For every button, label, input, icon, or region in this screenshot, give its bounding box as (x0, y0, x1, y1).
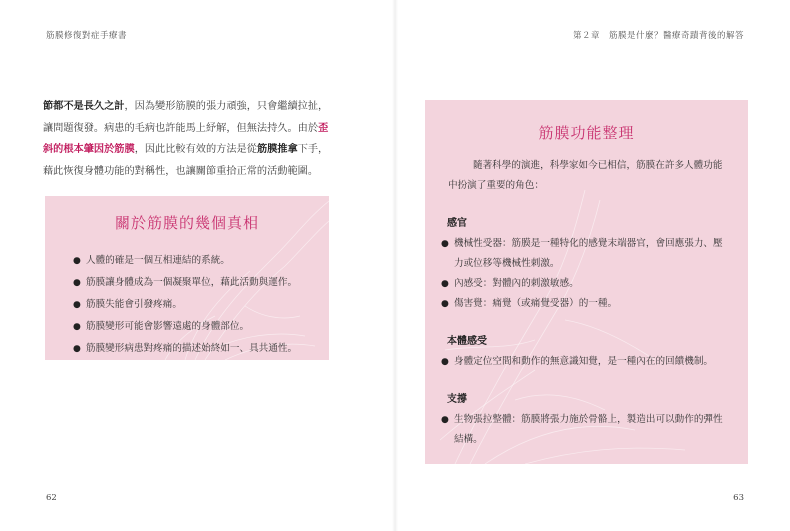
bullet-icon: ● (73, 322, 81, 332)
right-page (395, 0, 790, 531)
proprioception-list (441, 352, 726, 372)
box-intro-text: 隨著科學的演進，科學家如今已相信，筋膜在許多人體功能中扮演了重要的角色： (448, 160, 723, 191)
running-header-right: 第２章 筋膜是什麼？醫療奇蹟背後的解答 (572, 31, 744, 41)
bullet-icon: ● (73, 300, 81, 310)
list-item: ● 筋膜失能會引發疼痛。 (73, 294, 329, 316)
bullet-icon: ● (73, 256, 81, 266)
function-summary-box (425, 100, 748, 464)
bullet-icon: ● (441, 279, 449, 289)
bullet-icon: ● (441, 299, 449, 309)
highlight-phrase: 歪斜的根本肇因於筋膜 (43, 122, 329, 155)
section-title-support: 支撐 (447, 394, 467, 405)
bullet-icon: ● (73, 278, 81, 288)
section-title-senses: 感官 (447, 218, 467, 229)
list-item: ● 身體定位空間和動作的無意識知覺，是一種內在的回饋機制。 (441, 352, 726, 372)
bullet-icon: ● (441, 357, 449, 367)
paragraph-text: ，因此比較有效的方法是從 (134, 144, 257, 155)
support-list (441, 410, 726, 450)
senses-list (441, 234, 726, 314)
page-number-right: 63 (733, 493, 744, 503)
list-item: ● 筋膜讓身體成為一個凝聚單位，藉此活動與運作。 (73, 272, 329, 294)
paragraph-text: 下手，藉此恢復身體功能的對稱性，也讓關節重拾正常的活動範圍。 (43, 144, 329, 177)
page-number-left: 62 (46, 493, 57, 503)
list-item: ● 機械性受器：筋膜是一種特化的感覺末端器官，會回應張力、壓力或位移等機械性刺激。 (441, 234, 726, 274)
facts-box-title: 關於筋膜的幾個真相 (114, 214, 259, 232)
list-item: ● 生物張拉整體：筋膜將張力施於骨骼上，製造出可以動作的彈性結構。 (441, 410, 726, 450)
paragraph-text: ，因為變形筋膜的張力頑強，只會繼續拉扯，讓問題復發。病患的毛病也許能馬上紓解，但無法持久。由於 (43, 101, 329, 134)
facts-box (45, 196, 329, 360)
section-title-proprioception: 本體感受 (447, 336, 487, 347)
bullet-icon: ● (441, 415, 449, 425)
list-item: ● 傷害覺：痛覺（或痛覺受器）的一種。 (441, 294, 726, 314)
list-item: ● 內感受：對體內的刺激敏感。 (441, 274, 726, 294)
bold-phrase: 筋膜推拿 (256, 144, 298, 155)
body-paragraph (43, 96, 338, 182)
list-item: ● 筋膜變形病患對疼痛的描述始終如一、具共通性。 (73, 338, 329, 360)
list-item: ● 筋膜變形可能會影響遠處的身體部位。 (73, 316, 329, 338)
function-box-title: 筋膜功能整理 (538, 124, 635, 142)
facts-list (73, 250, 329, 360)
running-header-left: 筋膜修復對症手療書 (46, 31, 128, 41)
bullet-icon: ● (73, 344, 81, 354)
bold-phrase: 節都不是長久之計 (43, 101, 125, 112)
bullet-icon: ● (441, 239, 449, 249)
list-item: ● 人體的確是一個互相連結的系統。 (73, 250, 329, 272)
